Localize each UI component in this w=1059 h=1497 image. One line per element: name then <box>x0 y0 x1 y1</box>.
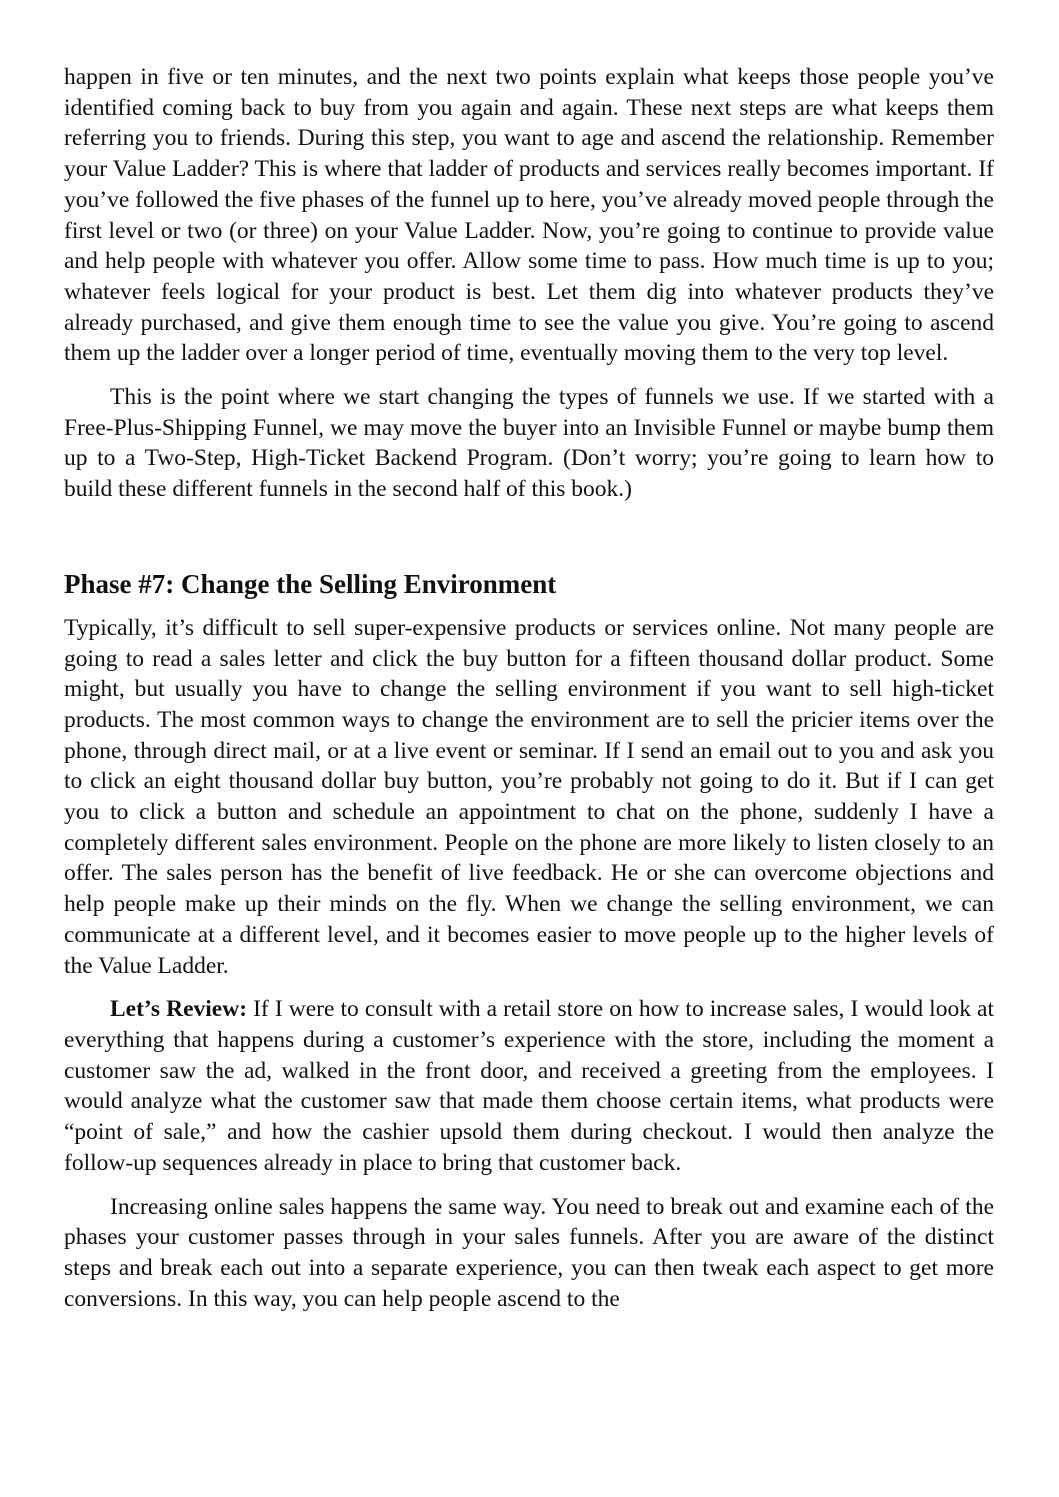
paragraph-review <box>64 994 994 1178</box>
document-page <box>64 62 994 1314</box>
section-heading: Phase #7: Change the Selling Environment <box>64 568 557 599</box>
paragraph-selling-environment: Typically, it’s difficult to sell super-expensive products or services online. Not many people are going to read a sales letter and click the buy button for a fifteen thousand dollar product. Some might, but usually you have to change the selling environment if you want to sell high-ticket products. The most common ways to change the environment are to sell the pricier items over the phone, through direct mail, or at a live event or seminar. If I send an email out to you and ask you to click an eight thousand dollar buy button, you’re probably not going to do it. But if I can get you to click a button and schedule an appointment to chat on the phone, suddenly I have a completely different sales environment. People on the phone are more likely to listen closely to an offer. The sales person has the benefit of live feedback. He or she can overcome objections and help people make up their minds on the fly. When we change the selling environment, we can communicate at a different level, and it becomes easier to move people up to the higher levels of the Value Ladder. <box>64 614 994 979</box>
review-label: Let’s Review: <box>110 996 248 1023</box>
paragraph-continuation: happen in five or ten minutes, and the next two points explain what keeps those people you’ve identified coming back to buy from you again and again. These next steps are what keeps them referring you to friends. During this step, you want to age and ascend the relationship. Remember your Value Ladder? This is where that ladder of products and services really becomes important. If you’ve followed the five phases of the funnel up to here, you’ve already moved people through the first level or two (or three) on your Value Ladder. Now, you’re going to continue to provide value and help people with whatever you offer. Allow some time to pass. How much time is up to you; whatever feels logical for your product is best. Let them dig into whatever products they’ve already purchased, and give them enough time to see the value you give. You’re going to ascend them up the ladder over a longer period of time, eventually moving them to the very top level. <box>64 64 994 367</box>
review-text: If I were to consult with a retail store on how to increase sales, I would look at everything that happens during a customer’s experience with the store, including the moment a customer saw the ad, walked in the front door, and received a greeting from the employees. I would analyze what the customer saw that made them choose certain items, what products were “point of sale,” and how the cashier upsold them during checkout. I would then analyze the follow-up sequences already in place to bring that customer back. <box>64 996 995 1176</box>
paragraph-closing: Increasing online sales happens the same way. You need to break out and examine each of the phases your customer passes through in your sales funnels. After you are aware of the distinct steps and break each out into a separate experience, you can then tweak each aspect to get more conversions. In this way, you can help people ascend to the <box>64 1193 994 1312</box>
paragraph-funnel-types: This is the point where we start changing the types of funnels we use. If we started with a Free-Plus-Shipping Funnel, we may move the buyer into an Invisible Funnel or maybe bump them up to a Two-Step, High-Ticket Backend Program. (Don’t worry; you’re going to learn how to build these different funnels in the second half of this book.) <box>64 384 994 503</box>
